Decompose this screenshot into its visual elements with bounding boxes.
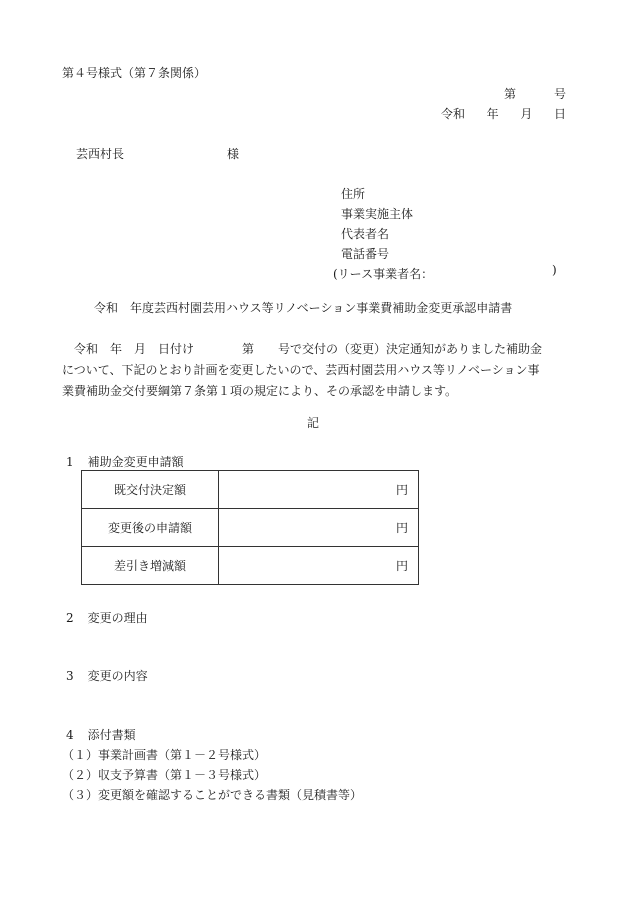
body-line: について、下記のとおり計画を変更したいので、芸西村園芸用ハウス等リノベーション事: [62, 363, 540, 377]
body-line: 業費補助金交付要綱第７条第１項の規定により、その承認を申請します。: [62, 384, 458, 398]
date-era: 令和: [441, 107, 466, 121]
section-number: 3: [66, 669, 74, 683]
representative-label: 代表者名: [341, 227, 390, 241]
section-title: 補助金変更申請額: [87, 455, 184, 469]
table-row: [82, 509, 419, 547]
section-title: 添付書類: [87, 728, 136, 742]
ki-heading: 記: [307, 416, 320, 430]
body-line: 令和 年 月 日付け 第 号で交付の（変更）決定通知がありました補助金: [62, 342, 543, 356]
list-item: （３）変更額を確認することができる書類（見積書等）: [62, 788, 363, 802]
list-item: （１）事業計画書（第１－２号様式）: [62, 748, 267, 762]
section-number: 2: [66, 611, 74, 625]
date-year: 年: [486, 107, 499, 121]
amount-table: [81, 470, 419, 585]
operator-label: 事業実施主体: [341, 207, 414, 221]
section-2-heading: [66, 612, 148, 624]
table-row: [82, 471, 419, 509]
addressee-honorific: 様: [227, 147, 240, 161]
form-number: 第４号様式（第７条関係）: [62, 66, 207, 80]
phone-label: 電話番号: [341, 247, 390, 261]
addressee-name: 芸西村長: [76, 147, 125, 161]
applicant-block: [333, 184, 433, 284]
section-3-heading: [66, 670, 148, 682]
body-paragraph: [62, 339, 568, 402]
lease-operator-close: ): [552, 263, 557, 277]
date-line: [441, 108, 566, 120]
row-label: 既交付決定額: [82, 471, 219, 509]
table-row: [82, 547, 419, 585]
address-label: 住所: [341, 187, 366, 201]
doc-number-suffix: 号: [553, 87, 566, 101]
section-number: 4: [66, 728, 74, 742]
list-item: （２）収支予算書（第１－３号様式）: [62, 768, 267, 782]
row-unit: 円: [219, 471, 419, 509]
attachment-list: [62, 745, 362, 805]
date-day: 日: [553, 107, 566, 121]
row-label: 差引き増減額: [82, 547, 219, 585]
row-unit: 円: [219, 547, 419, 585]
date-month: 月: [520, 107, 533, 121]
section-title: 変更の内容: [87, 669, 148, 683]
section-title: 変更の理由: [87, 611, 148, 625]
row-unit: 円: [219, 509, 419, 547]
lease-operator-label: (リース事業者名：: [333, 267, 434, 281]
document-number: [504, 88, 566, 100]
document-title: 令和 年度芸西村園芸用ハウス等リノベーション事業費補助金変更承認申請書: [94, 301, 513, 315]
row-label: 変更後の申請額: [82, 509, 219, 547]
section-1-heading: [66, 456, 184, 468]
section-number: 1: [66, 455, 74, 469]
doc-number-prefix: 第: [504, 87, 517, 101]
section-4-heading: [66, 729, 136, 741]
